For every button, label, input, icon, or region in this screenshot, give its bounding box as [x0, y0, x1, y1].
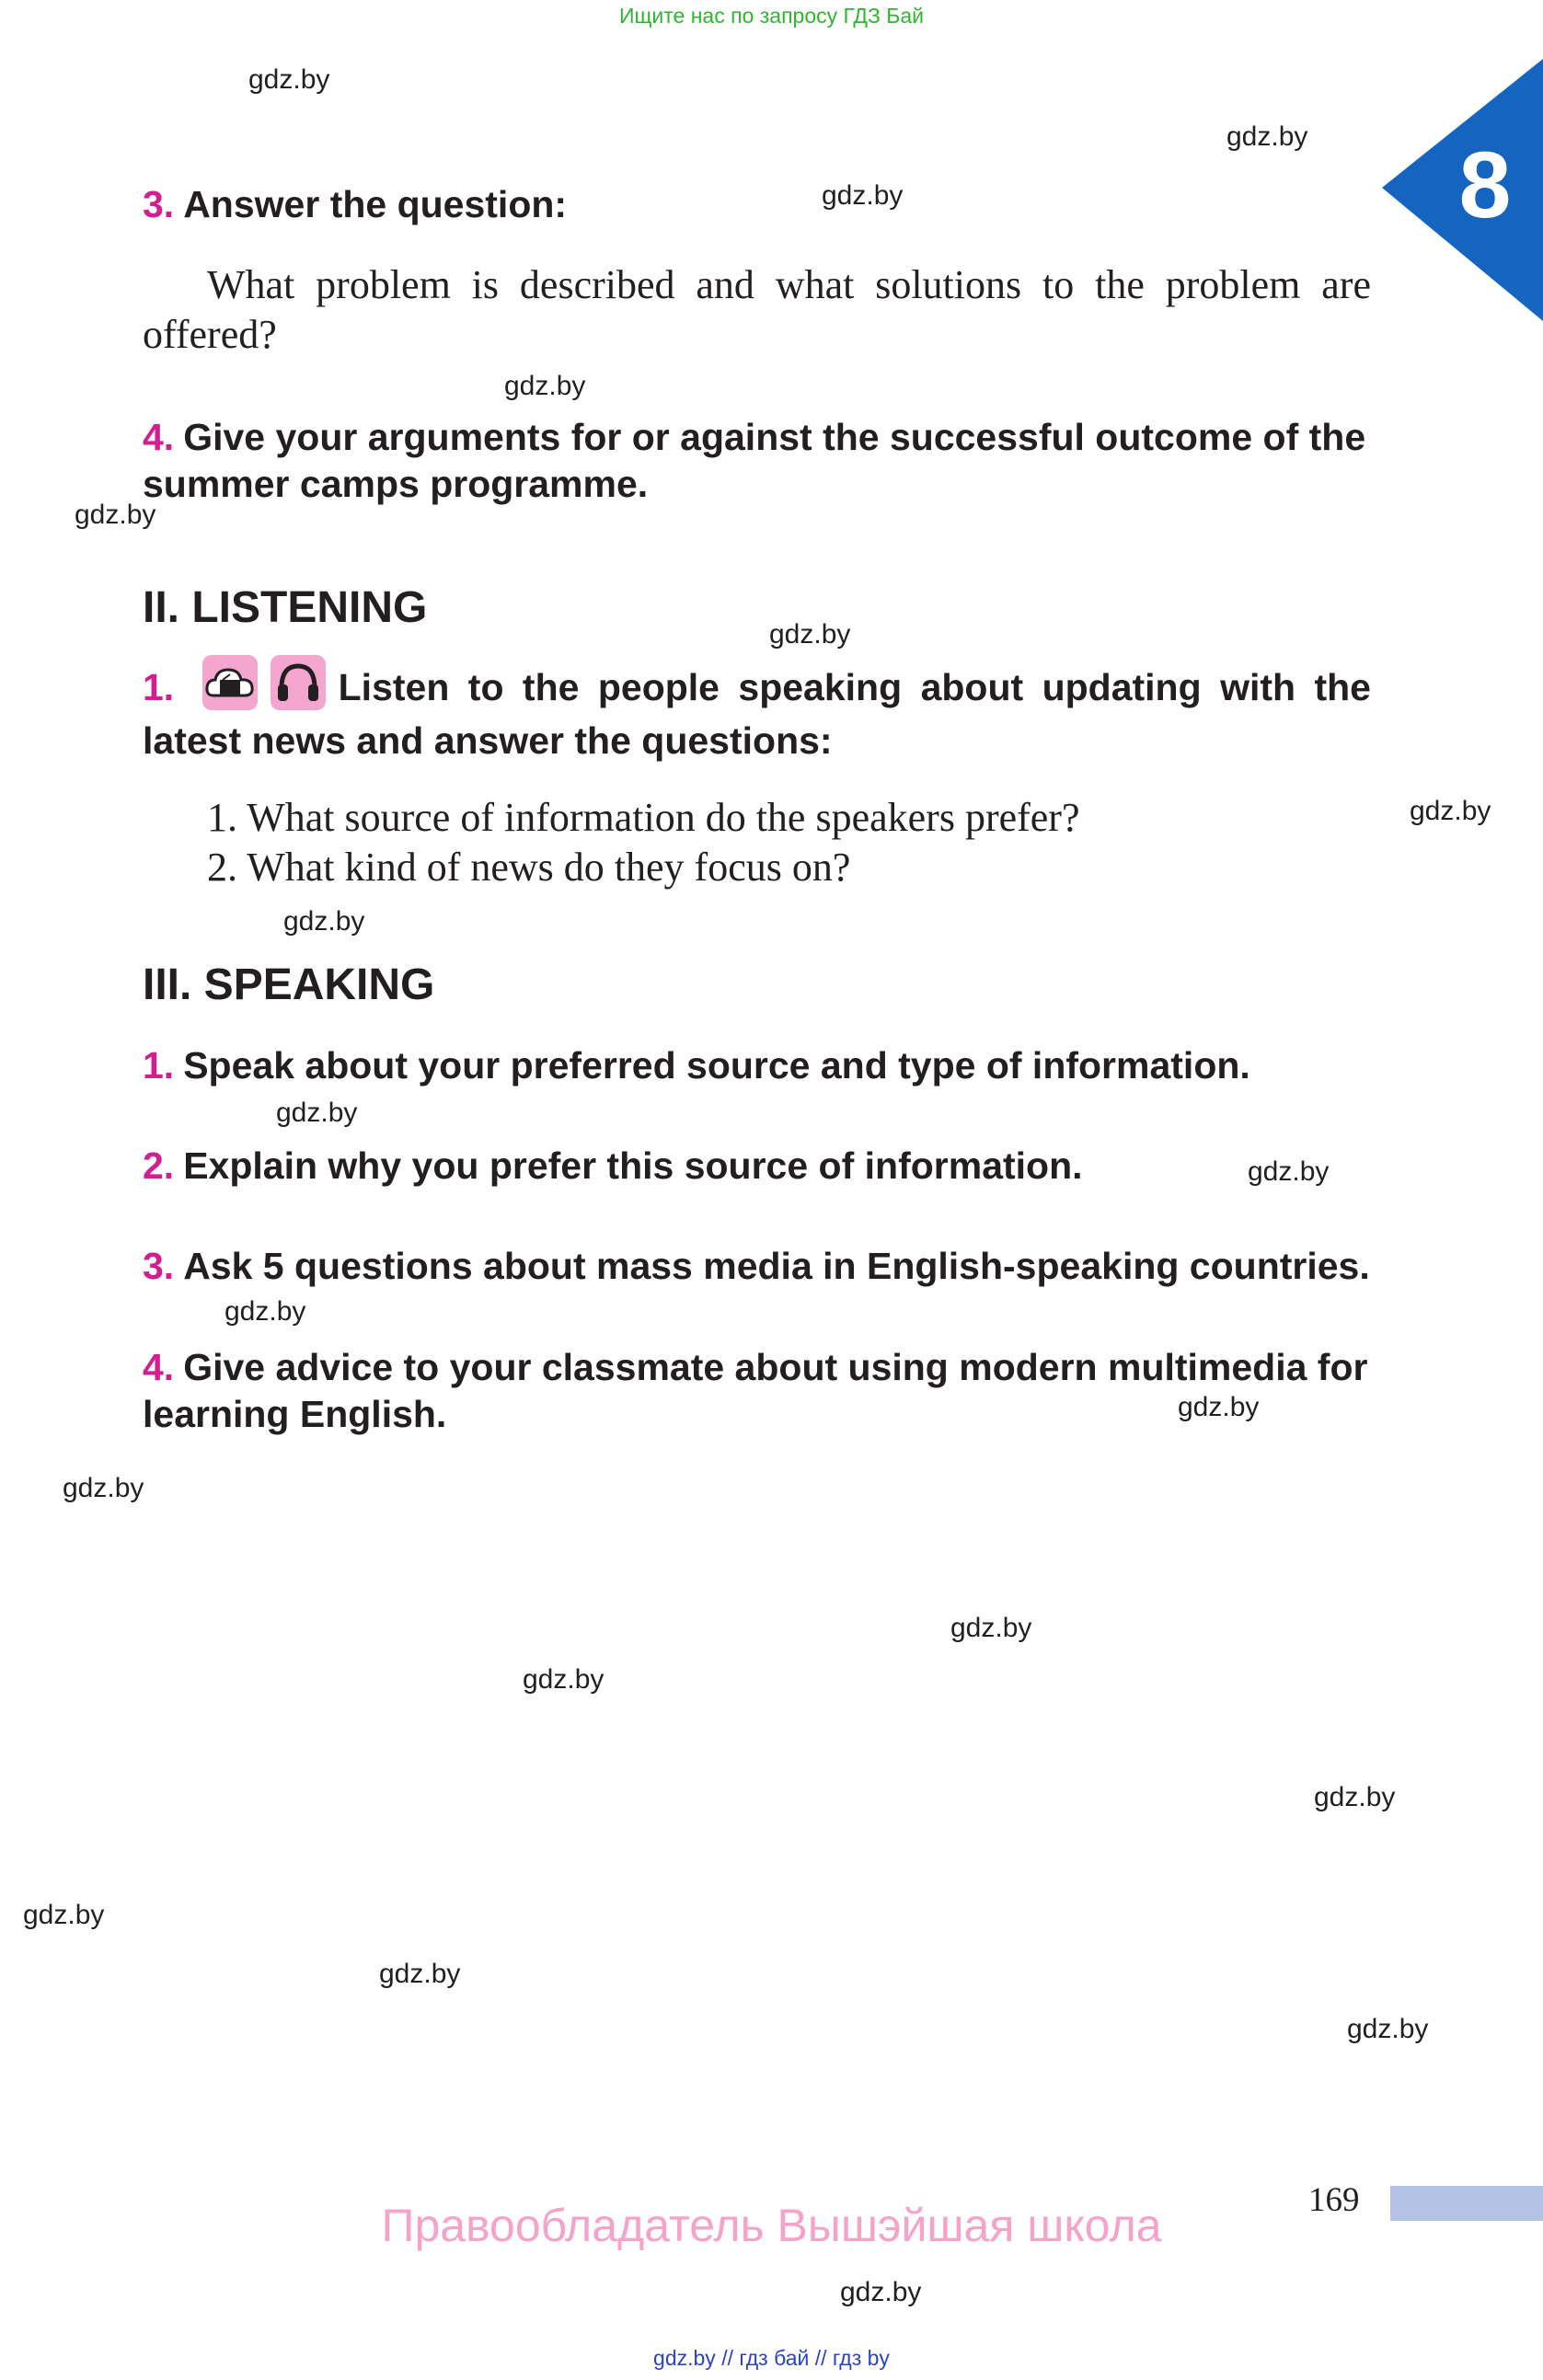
task-give-advice	[143, 1344, 1371, 1438]
top-banner: Ищите нас по запросу ГДЗ Бай	[618, 4, 925, 28]
headphones-icon	[271, 655, 326, 710]
task-explain	[143, 1143, 1371, 1190]
watermark: gdz.by	[1314, 1782, 1396, 1812]
watermark: gdz.by	[1410, 796, 1491, 826]
task-text: Give your arguments for or against the successful outcome of the summer camps programme.	[143, 416, 1366, 505]
task-text: Answer the question:	[183, 183, 568, 225]
task-ask-questions	[143, 1243, 1371, 1290]
cloud-radio-icon	[202, 655, 258, 710]
watermark: gdz.by	[840, 2277, 922, 2307]
task-number: 2.	[143, 1144, 175, 1187]
question-paragraph: What problem is described and what solutions to the problem are offered?	[143, 262, 1371, 357]
list-item: 2. What kind of news do they focus on?	[207, 845, 851, 890]
task-number: 1.	[143, 665, 175, 708]
copyright-notice: Правообладатель Вышэйшая школа	[381, 2200, 1162, 2251]
watermark: gdz.by	[248, 64, 330, 95]
task-listening	[143, 662, 1371, 765]
watermark: gdz.by	[523, 1664, 605, 1695]
page-number: 169	[1308, 2181, 1360, 2219]
watermark: gdz.by	[950, 1613, 1032, 1643]
chapter-badge	[1382, 59, 1543, 321]
task-number: 3.	[143, 1245, 175, 1287]
watermark: gdz.by	[822, 180, 904, 211]
watermark: gdz.by	[379, 1959, 461, 1989]
task-text: Give advice to your classmate about using modern multimedia for learning English.	[143, 1346, 1368, 1435]
task-number: 4.	[143, 416, 175, 458]
watermark: gdz.by	[1226, 121, 1308, 152]
task-number: 4.	[143, 1346, 175, 1388]
task-speak-source	[143, 1042, 1371, 1089]
section-heading-listening: II. LISTENING	[143, 583, 428, 632]
watermark: gdz.by	[276, 1098, 358, 1128]
task-arguments	[143, 414, 1371, 508]
task-number: 3.	[143, 183, 175, 225]
footer-links: gdz.by // гдз бай // гдз by	[653, 2346, 890, 2370]
chapter-number: 8	[1458, 132, 1512, 237]
watermark: gdz.by	[1347, 2014, 1429, 2044]
watermark: gdz.by	[769, 619, 851, 650]
watermark: gdz.by	[283, 906, 365, 937]
watermark: gdz.by	[225, 1296, 306, 1327]
task-text: Explain why you prefer this source of information.	[183, 1144, 1083, 1187]
task-text: Ask 5 questions about mass media in English-speaking countries.	[183, 1245, 1370, 1287]
watermark: gdz.by	[75, 500, 156, 530]
task-text: Speak about your preferred source and type of information.	[183, 1044, 1250, 1087]
watermark: gdz.by	[1248, 1156, 1330, 1187]
task-number: 1.	[143, 1044, 175, 1087]
listening-questions	[207, 793, 1080, 892]
task-answer-question	[143, 181, 1371, 228]
task-text: Listen to the people speaking about updating with the latest news and answer the questions:	[143, 665, 1371, 762]
watermark: gdz.by	[504, 371, 586, 401]
list-item: 1. What source of information do the speakers prefer?	[207, 795, 1080, 840]
section-heading-speaking: III. SPEAKING	[143, 960, 435, 1009]
watermark: gdz.by	[23, 1900, 105, 1930]
watermark: gdz.by	[63, 1473, 144, 1503]
watermark: gdz.by	[1178, 1392, 1260, 1422]
